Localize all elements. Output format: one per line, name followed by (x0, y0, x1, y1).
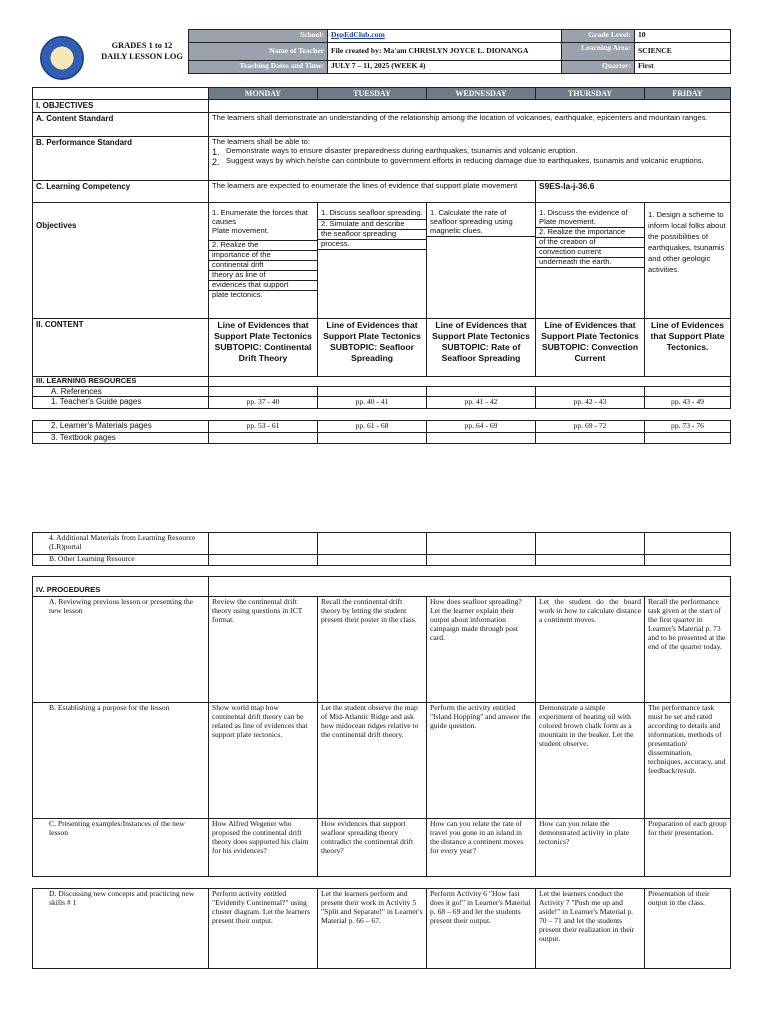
procedures-table-2 (32, 888, 731, 969)
objectives-section-heading: I. OBJECTIVES (33, 100, 209, 112)
proc-b-label: B. Establishing a purpose for the lesson (33, 703, 209, 819)
obj-thu-line: underneath the earth. (536, 258, 644, 268)
obj-thu-line: convection current (536, 248, 644, 258)
ol-fri (645, 555, 731, 566)
teachers-guide-label: 1. Teacher's Guide pages (33, 397, 209, 409)
proc-d-wednesday: Perform Activity 6 "How fast does it go!" in Learner's Material p. 68 – 69 and let the students present their output. (427, 889, 536, 969)
obj-mon-line: 1. Enumerate the forces that causes (212, 207, 308, 226)
day-monday: MONDAY (209, 88, 318, 100)
ref-fri (645, 386, 731, 396)
obj-thu-line: 1. Discuss the evidence of Plate movement. (536, 209, 644, 228)
objectives-wednesday (427, 202, 536, 318)
procedures-section-blank (209, 577, 731, 597)
dll-title (92, 41, 192, 63)
gap-row (33, 409, 209, 421)
ref-thu (536, 386, 645, 396)
am-mon (209, 533, 318, 555)
obj-mon-line: plate tectonics. (212, 289, 263, 299)
proc-b-wednesday: Perform the activity entitled "Island Hopping" and answer the guide question. (427, 703, 536, 819)
proc-c-tuesday: How evidences that support seafloor spreading theory contradict the continental drift theory? (318, 819, 427, 877)
obj-thu-line: 2. Realize the importance (536, 228, 644, 238)
learning-competency-text: The learners are expected to enumerate the lines of evidence that support plate movement (209, 180, 536, 202)
gap-row-fill (209, 409, 731, 421)
proc-d-friday: Presentation of their output in the class. (645, 889, 731, 969)
header-table (188, 29, 731, 74)
day-friday: FRIDAY (645, 88, 731, 100)
tg-friday: pp. 43 - 49 (645, 397, 731, 409)
tg-wednesday: pp. 41 - 42 (427, 397, 536, 409)
school-label: School: (189, 30, 328, 43)
content-section-heading: II. CONTENT (33, 318, 209, 376)
obj-tue-line: the seafloor spreading (318, 230, 426, 240)
content-thursday: Line of Evidences that Support Plate Tectonics SUBTOPIC: Convection Current (536, 318, 645, 376)
proc-a-label: A. Reviewing previous lesson or presenting the new lesson (33, 597, 209, 703)
objectives-tuesday (318, 202, 427, 318)
school-value (328, 30, 562, 43)
title-line-2: DAILY LESSON LOG (101, 51, 183, 61)
performance-item-1-text: Demonstrate ways to ensure disaster preparedness during earthquakes, tsunamis and volcanic eruption. (226, 145, 578, 155)
proc-a-friday: Recall the performance task given at the start of the first quarter in Learner's Material p. 73 and to be presented at the end of the quarter today. (645, 597, 731, 703)
ol-wed (427, 555, 536, 566)
proc-d-tuesday: Let the learners perform and present their work in Activity 5 "Split and Separate!" in Learner's Material p. 66 – 67. (318, 889, 427, 969)
content-tuesday: Line of Evidences that Support Plate Tectonics SUBTOPIC: Seafloor Spreading (318, 318, 427, 376)
tb-fri (645, 433, 731, 444)
procedures-table (32, 576, 731, 877)
lesson-table (32, 87, 731, 444)
learners-materials-label: 2. Learner's Materials pages (33, 421, 209, 433)
ol-mon (209, 555, 318, 566)
content-standard-label: A. Content Standard (33, 112, 209, 136)
tb-tue (318, 433, 427, 444)
performance-item-2-num: 2. (212, 157, 220, 168)
am-fri (645, 533, 731, 555)
obj-tue-line: 2. Simulate and describe (318, 220, 426, 230)
proc-c-label: C. Presenting examples/Instances of the new lesson (33, 819, 209, 877)
day-tuesday: TUESDAY (318, 88, 427, 100)
obj-wed-line: magnetic clues. (427, 227, 535, 237)
ol-thu (536, 555, 645, 566)
obj-mon-line: theory as line of (209, 271, 317, 281)
proc-c-monday: How Alfred Wegener who proposed the continental drift theory does supported his claim for his evidences? (209, 819, 318, 877)
objectives-friday: 1. Design a scheme to inform local folks about the possibilities of earthquakes, tsunamis and other geologic activities. (645, 202, 731, 318)
procedures-section-heading: IV. PROCEDURES (33, 577, 209, 597)
content-friday: Line of Evidences that Support Plate Tectonics. (645, 318, 731, 376)
area-value: SCIENCE (635, 43, 731, 61)
obj-mon-line: evidences that support (209, 281, 317, 291)
area-label: Learning Area: (562, 43, 635, 61)
proc-d-monday: Perform activity entitled "Evidently Continental?" using cluster diagram. Let the learners present their output. (209, 889, 318, 969)
quarter-label: Quarter: (562, 61, 635, 74)
lm-friday: pp. 73 - 76 (645, 421, 731, 433)
proc-a-thursday: Let the student do the board work in how to calculate distance a continent moves. (536, 597, 645, 703)
competency-code: S9ES-Ia-j-36.6 (536, 180, 731, 202)
grade-value: 10 (635, 30, 731, 43)
objectives-monday (209, 202, 318, 318)
tg-monday: pp. 37 - 40 (209, 397, 318, 409)
proc-d-label: D. Discussing new concepts and practicing new skills # 1 (33, 889, 209, 969)
obj-thu-line: of the creation of (536, 238, 644, 248)
proc-c-thursday: How can you relate the demonstrated activity in plate tectonics? (536, 819, 645, 877)
textbook-label: 3. Textbook pages (33, 433, 209, 444)
ref-mon (209, 386, 318, 396)
ref-wed (427, 386, 536, 396)
proc-c-wednesday: How can you relate the rate of travel you gone in an island in the distance a continent moves for every year? (427, 819, 536, 877)
tg-tuesday: pp. 40 - 41 (318, 397, 427, 409)
learning-competency-label: C. Learning Competency (33, 180, 209, 202)
proc-b-friday: The performance task must be set and rated according to details and information, methods of presentation/ dissemination, techniques, accuracy, and feedback/result. (645, 703, 731, 819)
proc-a-tuesday: Recall the continental drift theory by letting the student present their poster in the class. (318, 597, 427, 703)
proc-c-friday: Preparation of each group for their presentation. (645, 819, 731, 877)
am-thu (536, 533, 645, 555)
am-wed (427, 533, 536, 555)
school-link[interactable]: DepEdClub.com (331, 30, 385, 39)
corner-cell (33, 88, 209, 100)
additional-materials-label: 4. Additional Materials from Learning Resource (LR)portal (33, 533, 209, 555)
am-tue (318, 533, 427, 555)
day-thursday: THURSDAY (536, 88, 645, 100)
lm-monday: pp. 53 - 61 (209, 421, 318, 433)
dates-value: JULY 7 – 11, 2025 (WEEK 4) (328, 61, 562, 74)
tb-wed (427, 433, 536, 444)
grade-label: Grade Level: (562, 30, 635, 43)
teacher-label: Name of Teacher (189, 43, 328, 61)
proc-b-tuesday: Let the student observe the map of Mid-Atlantic Ridge and ask how midocean ridges relative to the continental drift theory. (318, 703, 427, 819)
content-standard-text: The learners shall demonstrate an understanding of the relationship among the location of volcanoes, earthquake, epicenters and mountain ranges. (209, 112, 731, 136)
proc-d-thursday: Let the learners conduct the Activity 7 "Push me up and aside!" in Learner's Material p. 70 – 71 and let the students present their realization in their output. (536, 889, 645, 969)
objectives-thursday (536, 202, 645, 318)
dates-label: Teaching Dates and Time: (189, 61, 328, 74)
lm-thursday: pp. 69 - 72 (536, 421, 645, 433)
obj-mon-line: Plate movement. (209, 227, 317, 241)
teacher-value: File created by: Ma'am CHRISLYN JOYCE L. DIONANGA (328, 43, 562, 61)
title-line-1: GRADES 1 to 12 (111, 41, 173, 50)
performance-item-2-text: Suggest ways by which he/she can contribute to government efforts in reducing damage due to earthquakes, tsunamis and volcanic eruptions. (226, 156, 704, 166)
resources-section-heading: III. LEARNING RESOURCES (33, 376, 209, 386)
performance-item-2 (212, 157, 727, 168)
obj-mon-line: 2. Realize the (209, 241, 317, 251)
lm-wednesday: pp. 64 - 69 (427, 421, 536, 433)
proc-a-monday: Review the continental drift theory using questions in ICT format. (209, 597, 318, 703)
performance-standard-cell (209, 136, 731, 180)
deped-seal-logo (40, 36, 84, 80)
quarter-value: First (635, 61, 731, 74)
tg-thursday: pp. 42 - 43 (536, 397, 645, 409)
obj-wed-line: 1. Calculate the rate of seafloor spreading using (430, 207, 513, 226)
resources-blank (209, 376, 731, 386)
ref-tue (318, 386, 427, 396)
objectives-section-blank (209, 100, 731, 112)
proc-b-thursday: Demonstrate a simple experiment of heating oil with colored brown chalk form as a mountain in the beaker. Let the student observe. (536, 703, 645, 819)
objectives-label: Objectives (33, 202, 209, 318)
content-monday: Line of Evidences that Support Plate Tectonics SUBTOPIC: Continental Drift Theory (209, 318, 318, 376)
tb-mon (209, 433, 318, 444)
obj-mon-line: continental drift (209, 261, 317, 271)
tb-thu (536, 433, 645, 444)
performance-standard-label: B. Performance Standard (33, 136, 209, 180)
lm-tuesday: pp. 61 - 68 (318, 421, 427, 433)
resources-table-2 (32, 532, 731, 566)
references-label: A. References (33, 386, 209, 396)
obj-mon-line: importance of the (209, 251, 317, 261)
obj-tue-line: process. (318, 240, 426, 250)
performance-item-1-num: 1. (212, 146, 220, 157)
proc-b-monday: Show world map how continental drift theory can be related as line of evidences that support plate tectonics. (209, 703, 318, 819)
day-wednesday: WEDNESDAY (427, 88, 536, 100)
obj-tue-line: 1. Discuss seafloor spreading. (318, 209, 426, 220)
other-resources-label: B. Other Learning Resource (33, 555, 209, 566)
ol-tue (318, 555, 427, 566)
performance-intro: The learners shall be able to: (212, 136, 310, 146)
proc-a-wednesday: How does seafloor spreading? Let the learner explain their output about information campaign made through post card. (427, 597, 536, 703)
content-wednesday: Line of Evidences that Support Plate Tectonics SUBTOPIC: Rate of Seafloor Spreading (427, 318, 536, 376)
